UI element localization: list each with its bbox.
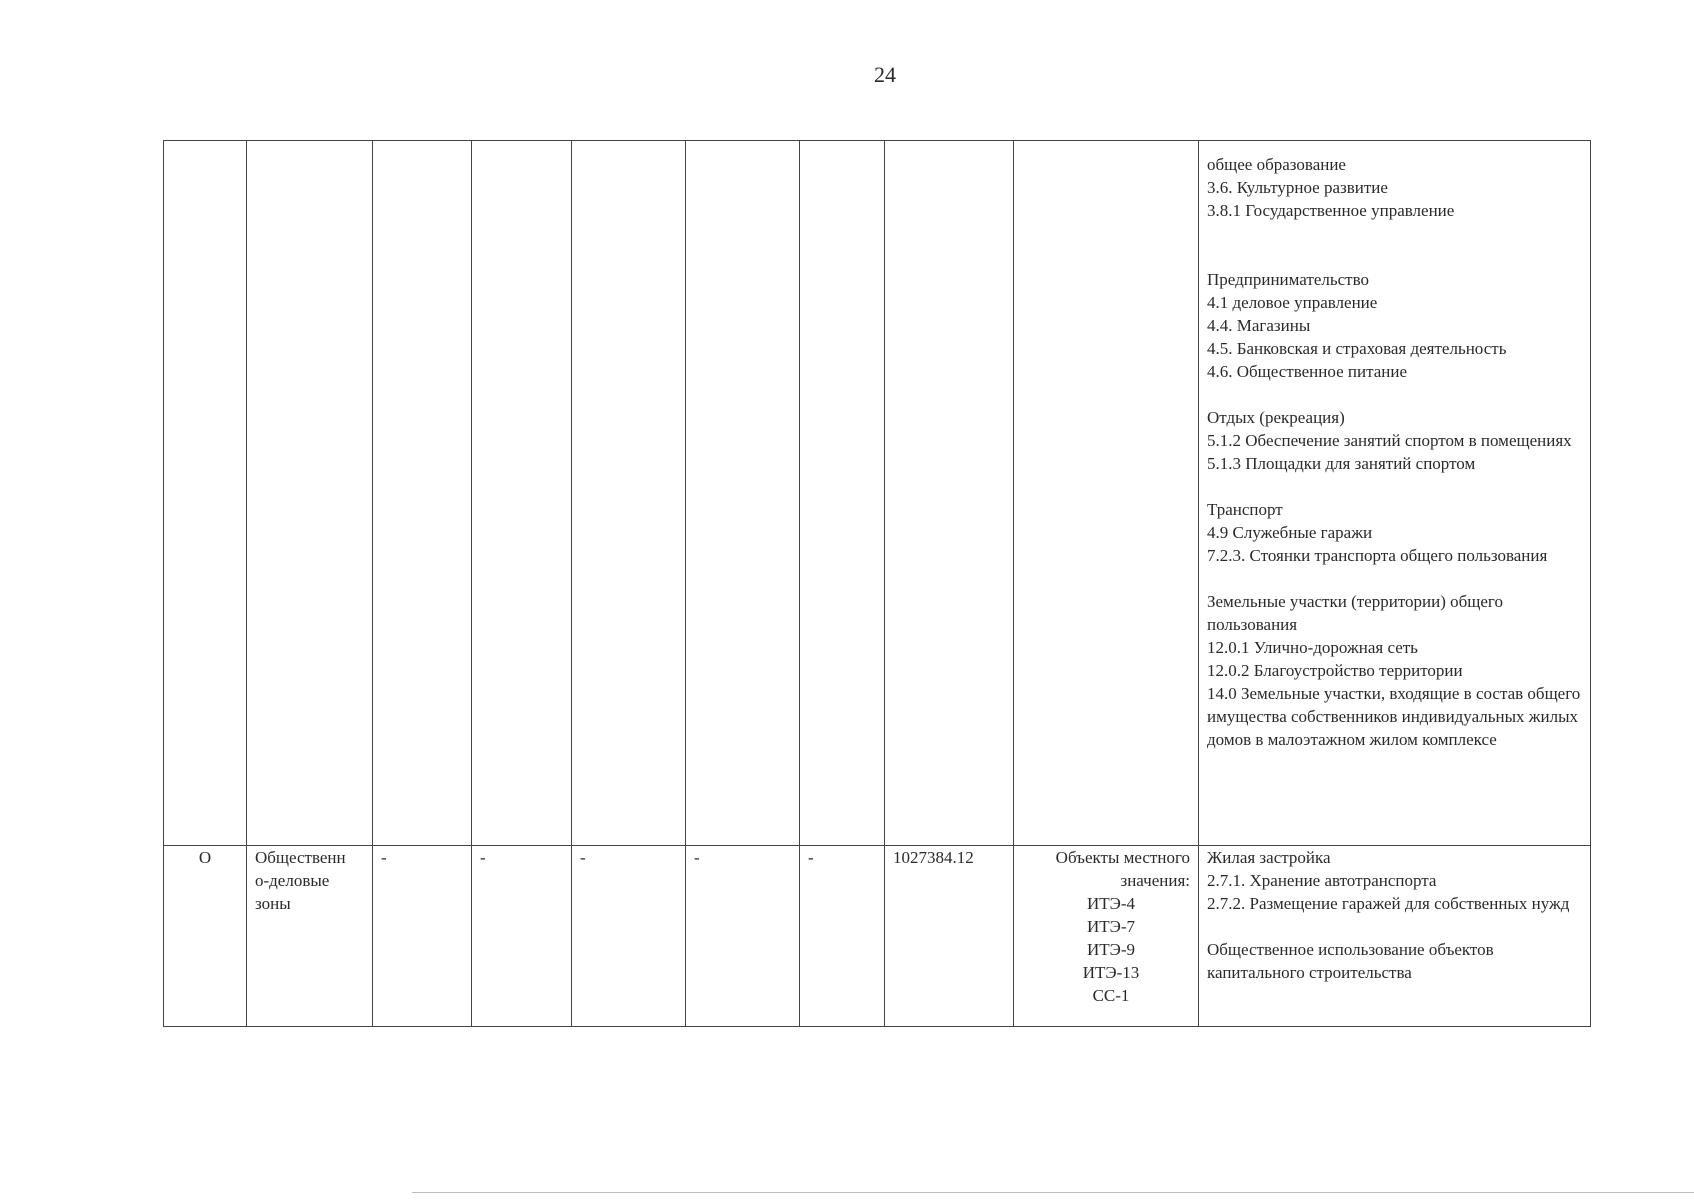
uses-line: 4.6. Общественное питание bbox=[1207, 362, 1407, 381]
spacer bbox=[1207, 567, 1582, 590]
uses-line: 4.4. Магазины bbox=[1207, 316, 1311, 335]
uses-line: 14.0 Земельные участки, входящие в состав общего имущества собственников индивидуальных жилых домов в малоэтажном жилом комплексе bbox=[1207, 684, 1581, 749]
objects-cell bbox=[1014, 846, 1199, 1027]
table-cell bbox=[800, 141, 885, 846]
uses-line: 7.2.3. Стоянки транспорта общего пользования bbox=[1207, 546, 1548, 565]
table-row bbox=[164, 846, 1591, 1027]
object-item: ИТЭ-13 bbox=[1082, 963, 1140, 982]
uses-line: Транспорт bbox=[1207, 500, 1283, 519]
table-cell bbox=[472, 141, 572, 846]
spacer bbox=[1207, 222, 1582, 268]
object-item: СС-1 bbox=[1092, 986, 1130, 1005]
permitted-uses-cell bbox=[1199, 141, 1591, 846]
uses-line: 4.9 Служебные гаражи bbox=[1207, 523, 1373, 542]
uses-line: 5.1.2 Обеспечение занятий спортом в помещениях bbox=[1207, 431, 1572, 450]
uses-line: Жилая застройка bbox=[1207, 848, 1331, 867]
table-cell: - bbox=[572, 846, 686, 1027]
table-cell: - bbox=[472, 846, 572, 1027]
page-number: 24 bbox=[874, 62, 896, 87]
uses-line: 2.7.2. Размещение гаражей для собственных нужд bbox=[1207, 894, 1570, 913]
uses-line: общее образование bbox=[1207, 155, 1346, 174]
spacer bbox=[1207, 383, 1582, 406]
uses-line: 4.1 деловое управление bbox=[1207, 293, 1378, 312]
uses-line: Общественное использование объектов капитального строительства bbox=[1207, 940, 1494, 982]
table-row bbox=[164, 141, 1591, 846]
table-cell: - bbox=[800, 846, 885, 1027]
zoning-table bbox=[163, 140, 1591, 1027]
table-cell: - bbox=[686, 846, 800, 1027]
uses-line: 4.5. Банковская и страховая деятельность bbox=[1207, 339, 1507, 358]
uses-line: 12.0.1 Улично-дорожная сеть bbox=[1207, 638, 1418, 657]
objects-cell bbox=[1014, 141, 1199, 846]
zone-code-cell: О bbox=[164, 846, 247, 1027]
zone-name-cell: Общественн о-деловые зоны bbox=[247, 846, 373, 1027]
scan-edge-line bbox=[412, 1192, 1694, 1193]
uses-line: Отдых (рекреация) bbox=[1207, 408, 1345, 427]
spacer bbox=[1207, 475, 1582, 498]
uses-line: 5.1.3 Площадки для занятий спортом bbox=[1207, 454, 1476, 473]
zone-name-cell bbox=[247, 141, 373, 846]
area-cell bbox=[885, 141, 1014, 846]
object-item: ИТЭ-7 bbox=[1086, 917, 1136, 936]
object-item: ИТЭ-9 bbox=[1086, 940, 1136, 959]
table-cell: - bbox=[373, 846, 472, 1027]
objects-heading: Объекты местного значения: bbox=[1055, 848, 1190, 890]
uses-line: Земельные участки (территории) общего пользования bbox=[1207, 592, 1503, 634]
uses-line: 2.7.1. Хранение автотранспорта bbox=[1207, 871, 1437, 890]
table-cell bbox=[373, 141, 472, 846]
uses-line: Предпринимательство bbox=[1207, 270, 1369, 289]
object-item: ИТЭ-4 bbox=[1086, 894, 1136, 913]
uses-line: 3.6. Культурное развитие bbox=[1207, 178, 1388, 197]
uses-line: 12.0.2 Благоустройство территории bbox=[1207, 661, 1463, 680]
area-cell: 1027384.12 bbox=[885, 846, 1014, 1027]
uses-line: 3.8.1 Государственное управление bbox=[1207, 201, 1455, 220]
permitted-uses-cell bbox=[1199, 846, 1591, 1027]
spacer bbox=[1207, 915, 1582, 938]
zone-code-cell bbox=[164, 141, 247, 846]
table-cell bbox=[572, 141, 686, 846]
table-cell bbox=[686, 141, 800, 846]
